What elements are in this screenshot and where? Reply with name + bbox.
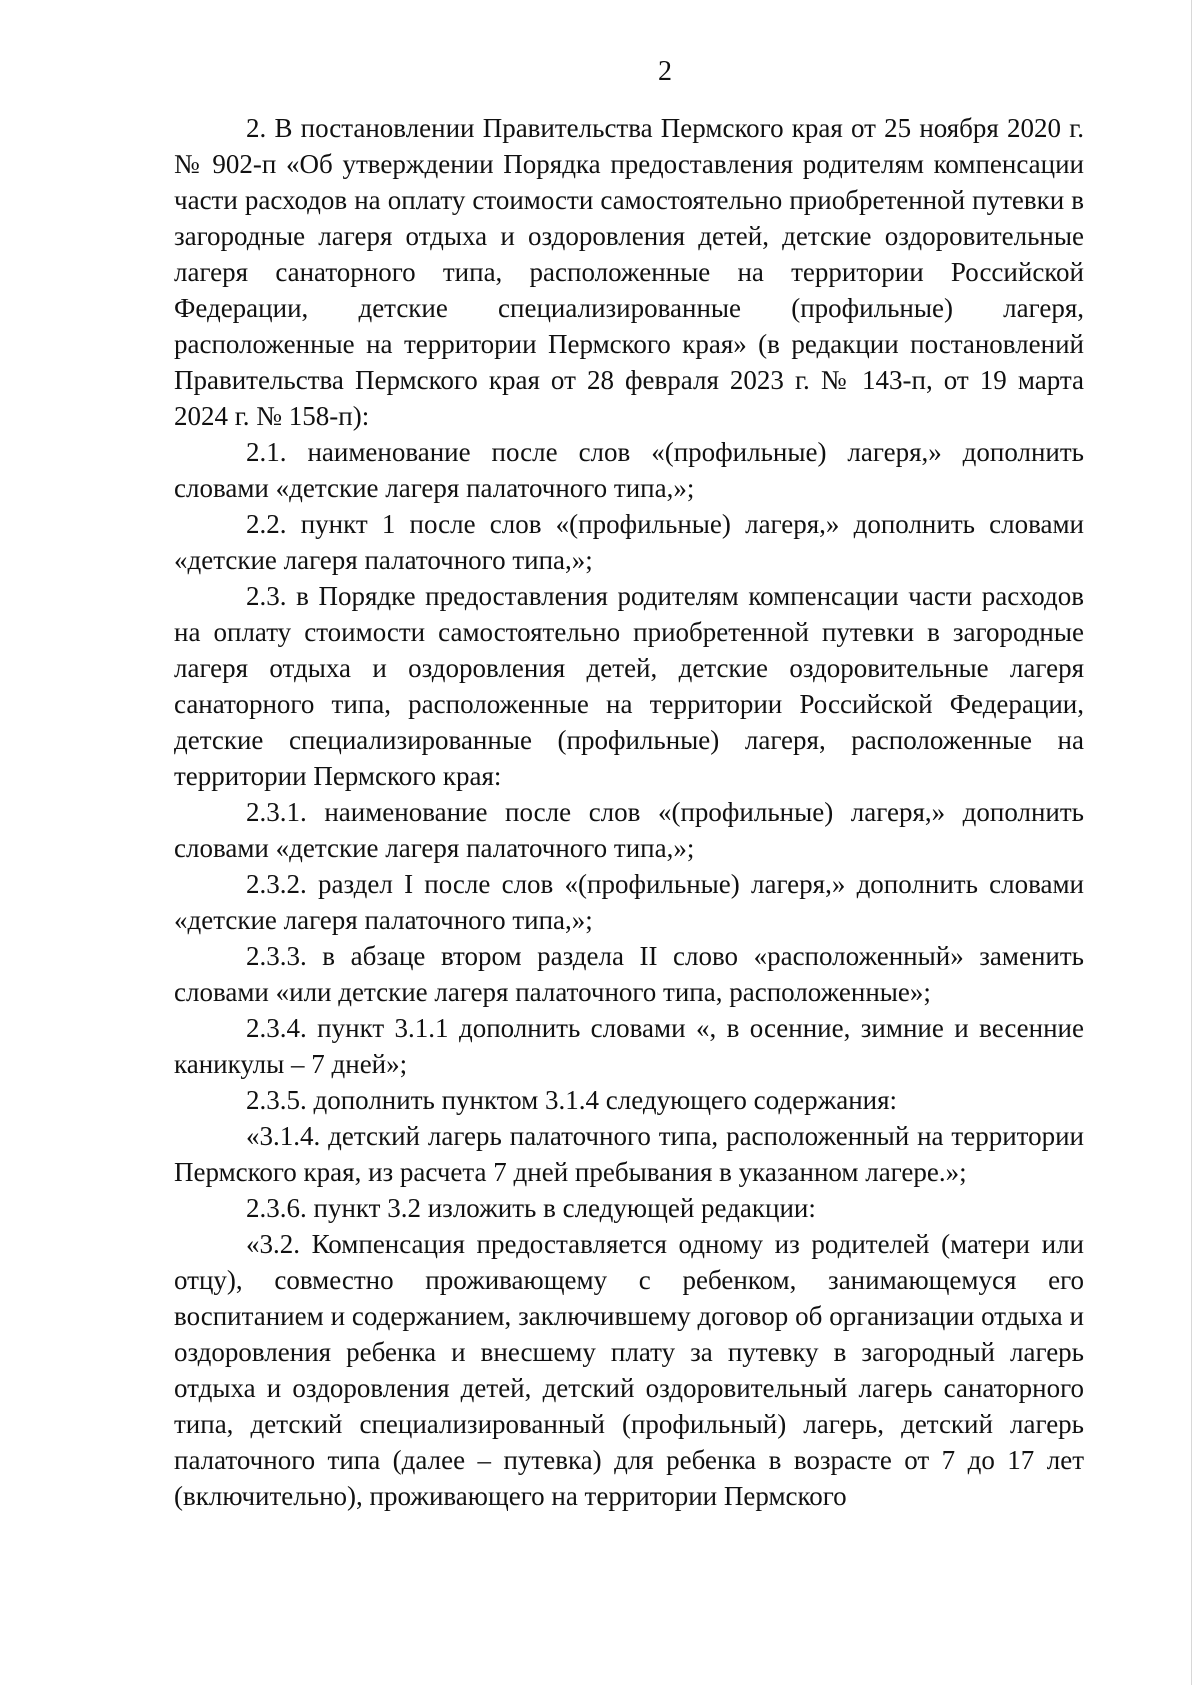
page-number: 2	[658, 56, 672, 87]
paragraph-2-1: 2.1. наименование после слов «(профильные) лагеря,» дополнить словами «детские лагеря палаточного типа,»;	[174, 437, 1084, 503]
paragraph-2-3-5: 2.3.5. дополнить пунктом 3.1.4 следующего содержания:	[246, 1085, 898, 1115]
paragraph-2-3-1: 2.3.1. наименование после слов «(профильные) лагеря,» дополнить словами «детские лагеря палаточного типа,»;	[174, 797, 1084, 863]
paragraph-2-2: 2.2. пункт 1 после слов «(профильные) лагеря,» дополнить словами «детские лагеря палаточного типа,»;	[174, 509, 1084, 575]
document-body	[174, 110, 1084, 1514]
paragraph-2-3-6: 2.3.6. пункт 3.2 изложить в следующей редакции:	[246, 1193, 816, 1223]
paragraph-3-2-quote: «3.2. Компенсация предоставляется одному из родителей (матери или отцу), совместно проживающему с ребенком, занимающемуся его воспитанием и содержанием, заключившему договор об организации отдыха и оздоровления ребенка и внесшему плату за путевку в загородный лагерь отдыха и оздоровления детей, детский оздоровительный лагерь санаторного типа, детский специализированный (профильный) лагерь, детский лагерь палаточного типа (далее – путевка) для ребенка в возрасте от 7 до 17 лет (включительно), проживающего на территории Пермского	[174, 1229, 1084, 1511]
paragraph-2-3-2: 2.3.2. раздел I после слов «(профильные) лагеря,» дополнить словами «детские лагеря палаточного типа,»;	[174, 869, 1084, 935]
scan-edge-line	[1191, 0, 1192, 1685]
paragraph-2: 2. В постановлении Правительства Пермского края от 25 ноября 2020 г. № 902-п «Об утверждении Порядка предоставления родителям компенсации части расходов на оплату стоимости самостоятельно приобретенной путевки в загородные лагеря отдыха и оздоровления детей, детские оздоровительные лагеря санаторного типа, расположенные на территории Российской Федерации, детские специализированные (профильные) лагеря, расположенные на территории Пермского края» (в редакции постановлений Правительства Пермского края от 28 февраля 2023 г. № 143-п, от 19 марта 2024 г. № 158-п):	[174, 113, 1084, 431]
paragraph-3-1-4-quote: «3.1.4. детский лагерь палаточного типа, расположенный на территории Пермского края, из расчета 7 дней пребывания в указанном лагере.»;	[174, 1121, 1084, 1187]
paragraph-2-3-3: 2.3.3. в абзаце втором раздела II слово «расположенный» заменить словами «или детские лагеря палаточного типа, расположенные»;	[174, 941, 1084, 1007]
paragraph-2-3: 2.3. в Порядке предоставления родителям компенсации части расходов на оплату стоимости самостоятельно приобретенной путевки в загородные лагеря отдыха и оздоровления детей, детские оздоровительные лагеря санаторного типа, расположенные на территории Российской Федерации, детские специализированные (профильные) лагеря, расположенные на территории Пермского края:	[174, 581, 1084, 791]
paragraph-2-3-4: 2.3.4. пункт 3.1.1 дополнить словами «, в осенние, зимние и весенние каникулы – 7 дней»;	[174, 1013, 1084, 1079]
